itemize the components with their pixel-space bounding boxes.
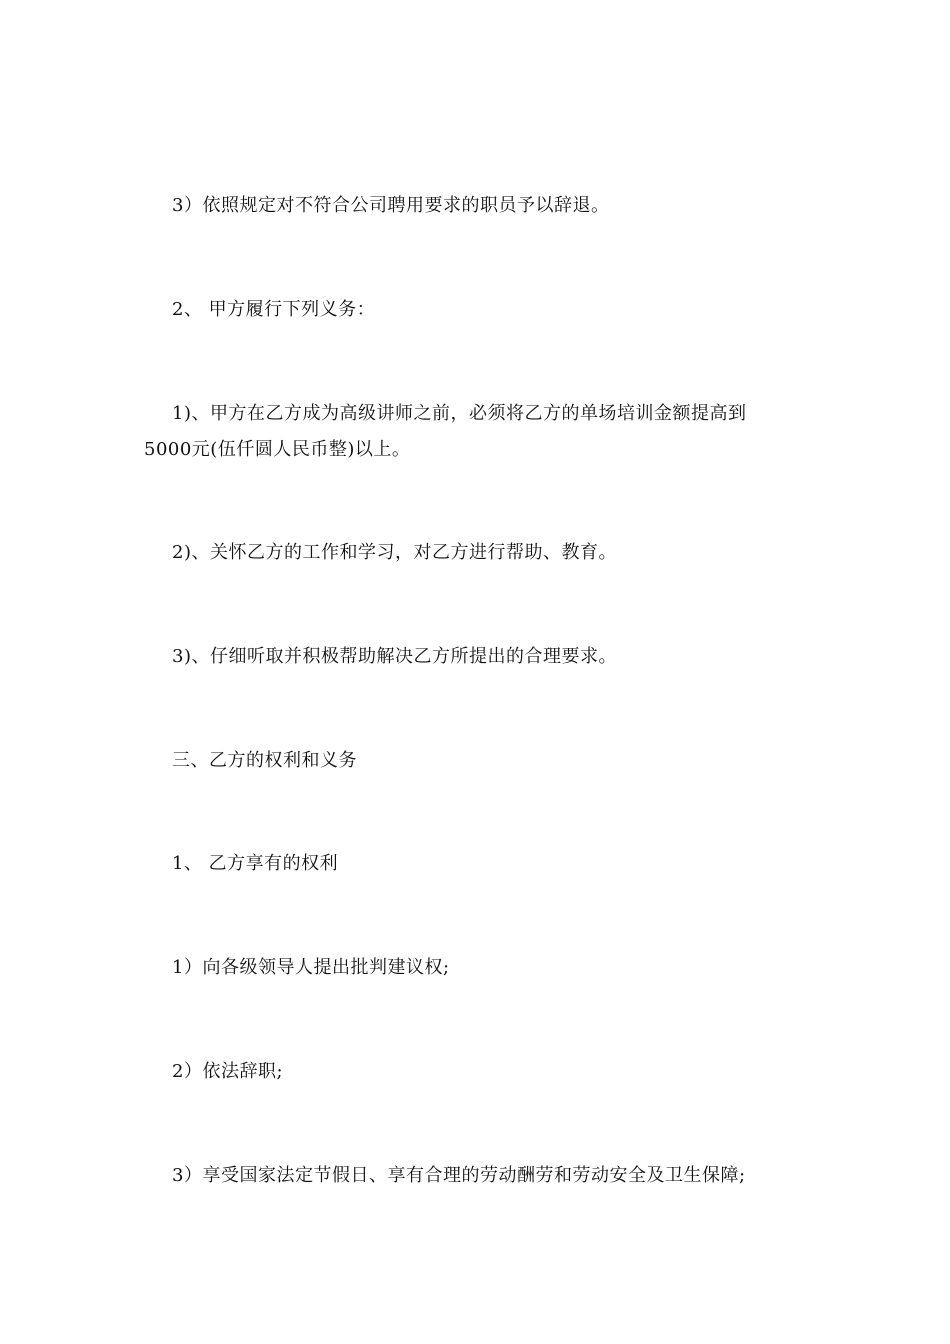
paragraph-line: 1）向各级领导人提出批判建议权; [172, 957, 450, 978]
paragraph-line-continuation: 5000元(伍仟圆人民币整)以上。 [144, 439, 411, 460]
section-heading: 2、 甲方履行下列义务： [172, 299, 376, 320]
paragraph-line: 3）依照规定对不符合公司聘用要求的职员予以辞退。 [172, 195, 610, 216]
paragraph-line: 2）依法辞职; [172, 1061, 284, 1082]
paragraph-line: 3)、仔细听取并积极帮助解决乙方所提出的合理要求。 [172, 646, 617, 667]
paragraph-line: 3）享受国家法定节假日、享有合理的劳动酬劳和劳动安全及卫生保障; [172, 1165, 746, 1186]
chapter-heading: 三、乙方的权利和义务 [172, 750, 357, 771]
paragraph-line: 2)、关怀乙方的工作和学习，对乙方进行帮助、教育。 [172, 542, 617, 563]
section-heading: 1、 乙方享有的权利 [172, 853, 339, 874]
paragraph-line: 1)、甲方在乙方成为高级讲师之前，必须将乙方的单场培训金额提高到 [172, 403, 747, 424]
